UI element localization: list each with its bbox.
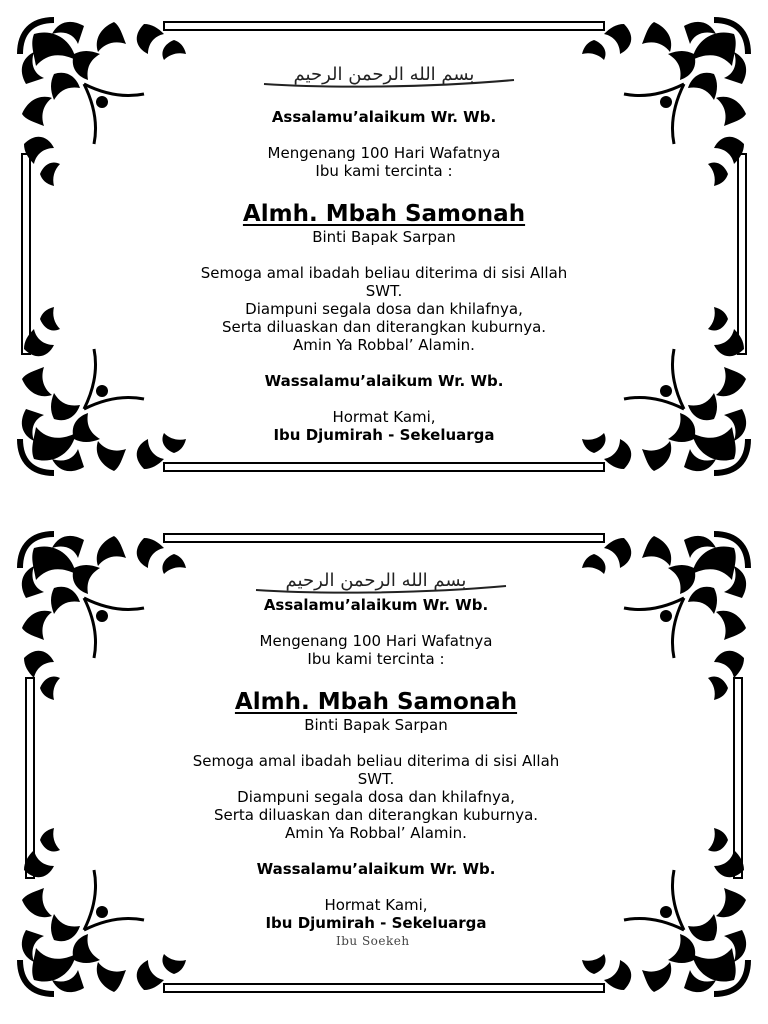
deceased-name: Almh. Mbah Samonah: [242, 201, 526, 227]
prayer-line-3: Diampuni segala dosa dan khilafnya,: [245, 300, 523, 318]
regards: Hormat Kami,: [324, 896, 428, 914]
basmalah-calligraphy: [224, 58, 544, 90]
svg-text:بسم الله الرحمن الرحيم: بسم الله الرحمن الرحيم: [285, 570, 467, 591]
prayer-line-1: Semoga amal ibadah beliau diterima di sisi Allah: [192, 752, 560, 770]
intro-line-1: Mengenang 100 Hari Wafatnya: [267, 144, 501, 162]
regards: Hormat Kami,: [332, 408, 436, 426]
intro-line-1: Mengenang 100 Hari Wafatnya: [259, 632, 493, 650]
greeting-open: Assalamu’alaikum Wr. Wb.: [263, 596, 489, 614]
card-text: [14, 58, 754, 444]
intro-line-2: Ibu kami tercinta :: [307, 650, 445, 668]
prayer-line-5: Amin Ya Robbal’ Alamin.: [285, 824, 467, 842]
lineage: Binti Bapak Sarpan: [312, 228, 456, 246]
card-text: [6, 566, 746, 932]
sender: Ibu Djumirah - Sekeluarga: [265, 914, 487, 932]
prayer-line-3: Diampuni segala dosa dan khilafnya,: [237, 788, 515, 806]
prayer-line-4: Serta diluaskan dan diterangkan kuburnya.: [213, 806, 539, 824]
intro-line-2: Ibu kami tercinta :: [315, 162, 453, 180]
deceased-name: Almh. Mbah Samonah: [234, 689, 518, 715]
prayer-line-5: Amin Ya Robbal’ Alamin.: [293, 336, 475, 354]
faint-residue-text: Ibu Soekeh: [336, 934, 410, 948]
sender: Ibu Djumirah - Sekeluarga: [273, 426, 495, 444]
basmalah-calligraphy: [216, 566, 536, 596]
memorial-card-2: [14, 528, 754, 1000]
greeting-open: Assalamu’alaikum Wr. Wb.: [271, 108, 497, 126]
greeting-close: Wassalamu’alaikum Wr. Wb.: [256, 860, 496, 878]
lineage: Binti Bapak Sarpan: [304, 716, 448, 734]
greeting-close: Wassalamu’alaikum Wr. Wb.: [264, 372, 504, 390]
prayer-line-2: SWT.: [365, 282, 403, 300]
prayer-line-1: Semoga amal ibadah beliau diterima di sisi Allah: [200, 264, 568, 282]
svg-text:بسم الله الرحمن الرحيم: بسم الله الرحمن الرحيم: [293, 64, 475, 85]
prayer-line-2: SWT.: [357, 770, 395, 788]
prayer-line-4: Serta diluaskan dan diterangkan kuburnya.: [221, 318, 547, 336]
memorial-card-1: [14, 14, 754, 479]
